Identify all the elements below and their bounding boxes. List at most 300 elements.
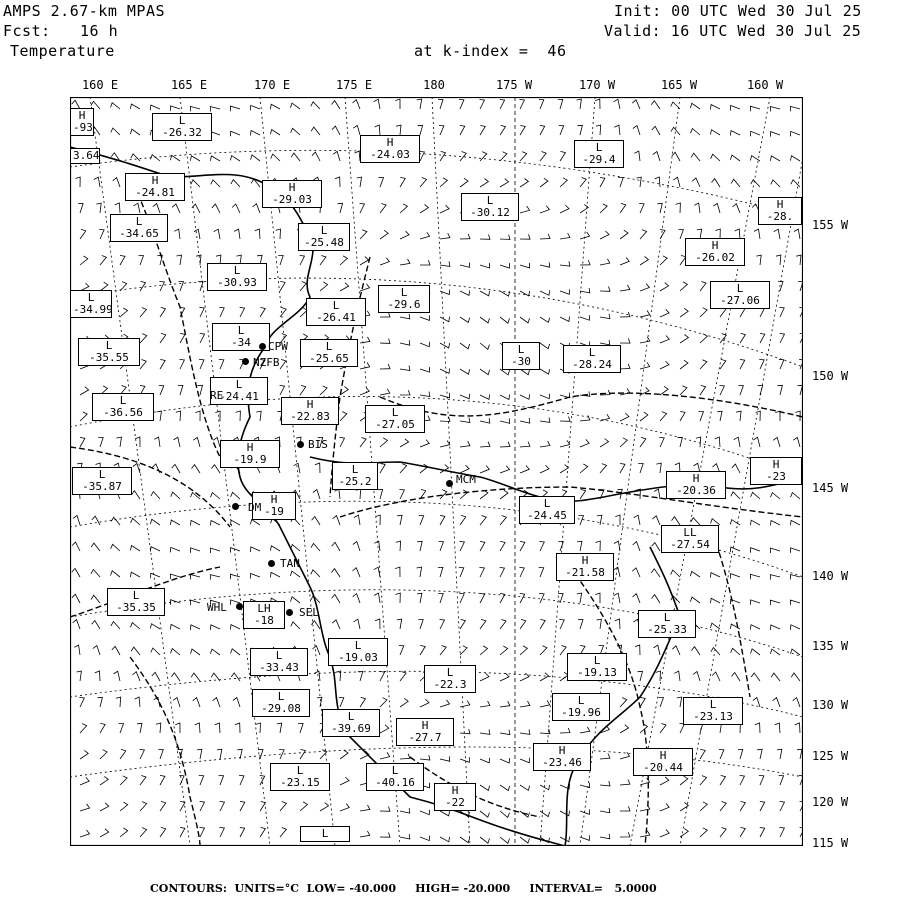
center-type: L [321, 827, 329, 840]
center-type: H [288, 181, 296, 194]
wind-barb [732, 464, 740, 473]
center-box [502, 342, 540, 370]
center-type: L [98, 468, 106, 481]
center-value: -34.65 [119, 227, 159, 240]
wind-barb [160, 333, 166, 343]
wind-barb [653, 152, 660, 162]
wind-barb [620, 413, 629, 421]
wind-barb [480, 466, 489, 474]
wind-barb [315, 463, 320, 473]
center-value: -30.12 [470, 206, 510, 219]
wind-barb [618, 178, 623, 188]
wind-barb [80, 437, 85, 447]
init-time: Init: 00 UTC Wed 30 Jul 25 [614, 2, 862, 20]
wind-barb [291, 153, 300, 161]
wind-barb [380, 698, 387, 707]
center-type: L [588, 346, 596, 359]
wind-barb [620, 338, 630, 343]
wind-barb [291, 622, 300, 629]
wind-barb [500, 152, 507, 161]
station-label: BIS [308, 438, 328, 451]
wind-barb [480, 263, 490, 268]
center-box [152, 113, 212, 141]
wind-barb [600, 834, 610, 839]
wind-barb [519, 99, 524, 109]
wind-barb [680, 411, 685, 421]
wind-barb [151, 492, 160, 500]
lon-label: 165 E [170, 78, 208, 92]
wind-barb [375, 125, 380, 135]
wind-barb [440, 262, 450, 267]
wind-barb [131, 647, 140, 655]
wind-barb [480, 730, 490, 735]
wind-barb [417, 99, 422, 109]
wind-barb [540, 673, 549, 681]
wind-barb [540, 262, 550, 267]
wind-barb [231, 649, 241, 655]
wind-barb [777, 385, 782, 395]
wind-barb [730, 624, 740, 629]
wind-barb [780, 801, 785, 811]
wind-barb [520, 179, 528, 188]
wind-barb [440, 368, 450, 373]
wind-barb [460, 619, 465, 629]
wind-barb [699, 412, 704, 422]
wind-barb [660, 283, 669, 291]
wind-barb [790, 520, 800, 525]
wind-barb [72, 542, 80, 551]
wind-barb [740, 333, 745, 343]
wind-barb [460, 394, 470, 399]
center-type: H [692, 472, 700, 485]
wind-barb [240, 307, 245, 317]
center-type: H [270, 493, 278, 506]
wind-barb [560, 233, 570, 239]
center-box [72, 467, 132, 495]
wind-barb [519, 567, 524, 577]
center-box [70, 148, 100, 164]
wind-barb [750, 106, 760, 111]
lon-label: 180 [423, 78, 445, 92]
wind-barb [116, 697, 121, 707]
wind-barb [480, 394, 490, 399]
wind-barb [91, 570, 100, 578]
wind-barb [140, 749, 145, 759]
center-value: -22 [445, 796, 465, 809]
center-box [710, 281, 770, 309]
wind-barb [210, 156, 220, 161]
center-value: -24.45 [527, 509, 567, 522]
wind-barb [440, 290, 450, 295]
wind-barb [440, 837, 450, 842]
wind-barb [94, 177, 100, 187]
center-value: -28.24 [572, 358, 612, 371]
wind-barb [211, 465, 220, 473]
wind-barb [313, 490, 320, 500]
wind-barb [577, 541, 582, 551]
center-value: -36.56 [103, 406, 143, 419]
center-value: -29.6 [387, 298, 421, 311]
center-box [328, 638, 388, 666]
wind-barb [438, 567, 443, 577]
wind-barb [420, 342, 430, 347]
center-type: L [391, 764, 399, 777]
wind-barb [234, 229, 240, 239]
wind-barb [696, 437, 701, 447]
wind-barb [779, 827, 784, 837]
wind-barb [395, 99, 400, 109]
wind-barb [440, 646, 446, 656]
wind-barb [660, 336, 669, 344]
center-box [638, 610, 696, 638]
wind-barb [694, 203, 700, 213]
wind-barb [660, 309, 669, 317]
wind-barb [460, 125, 465, 135]
center-type: L [351, 463, 359, 476]
wind-barb [250, 520, 260, 526]
wind-barb [791, 649, 801, 655]
center-value: -34.99 [73, 303, 113, 316]
wind-barb [540, 125, 545, 135]
wind-barb [540, 343, 550, 349]
center-value: -23 [766, 470, 786, 483]
wind-barb [440, 700, 450, 707]
wind-barb [674, 671, 680, 681]
wind-barb [460, 646, 467, 655]
wind-barb [691, 153, 700, 161]
wind-barb [500, 490, 508, 499]
wind-barb [400, 439, 409, 447]
wind-barb [671, 570, 680, 577]
wind-barb [540, 206, 549, 213]
wind-barb [380, 725, 389, 733]
wind-barb [160, 827, 166, 837]
wind-barb [731, 492, 740, 499]
wind-barb [171, 547, 181, 552]
wind-barb [420, 810, 430, 815]
wind-barb [700, 282, 706, 292]
lat-label: 140 W [812, 569, 849, 583]
wind-barb [219, 776, 224, 786]
wind-barb [440, 233, 450, 239]
center-box [207, 263, 267, 291]
wind-barb [520, 206, 530, 213]
wind-barb [459, 541, 464, 551]
wind-barb [73, 620, 80, 629]
wind-barb [774, 229, 780, 239]
wind-barb [80, 750, 88, 759]
wind-barb [520, 442, 530, 447]
center-box [281, 397, 339, 425]
wind-barb [500, 701, 510, 707]
wind-barb [640, 284, 649, 291]
wind-barb [332, 126, 340, 135]
wind-barb [640, 362, 650, 369]
wind-barb [298, 724, 303, 734]
wind-barb [560, 417, 570, 422]
wind-barb [320, 803, 329, 811]
wind-barb [672, 152, 680, 161]
wind-barb [120, 828, 128, 837]
wind-barb [500, 837, 510, 843]
wind-barb [580, 315, 590, 320]
wind-barb [676, 203, 681, 213]
wind-barb [480, 291, 490, 296]
wind-barb [177, 255, 182, 265]
wind-barb [771, 548, 781, 553]
wind-barb [380, 833, 390, 838]
center-box [552, 693, 610, 721]
wind-barb [620, 438, 627, 447]
wind-barb [131, 518, 140, 525]
wind-barb [615, 515, 620, 525]
wind-barb [356, 489, 361, 499]
wind-barb [759, 359, 764, 369]
wind-barb [80, 830, 90, 837]
wind-barb [779, 307, 784, 317]
wind-barb [79, 697, 84, 707]
wind-barb [171, 649, 181, 655]
wind-barb [280, 281, 285, 291]
station-dot [297, 441, 304, 448]
wind-barb [374, 99, 380, 109]
wind-barb [539, 541, 544, 551]
wind-barb [440, 515, 445, 525]
wind-barb [731, 574, 741, 579]
wind-barb [480, 758, 490, 763]
center-type: L [486, 194, 494, 207]
wind-barb [73, 516, 80, 526]
wind-barb [540, 811, 550, 817]
center-box [378, 285, 430, 313]
wind-barb [540, 152, 546, 162]
wind-barb [520, 418, 530, 423]
wind-barb [797, 749, 802, 759]
wind-barb [500, 620, 506, 630]
center-type: L [332, 299, 340, 312]
wind-barb [480, 593, 485, 603]
wind-barb [130, 129, 140, 135]
center-box [322, 709, 380, 737]
wind-barb [680, 335, 688, 344]
wind-barb [290, 571, 300, 577]
wind-barb [480, 837, 490, 843]
center-box [270, 763, 330, 791]
center-value: -19.13 [577, 666, 617, 679]
center-box [683, 697, 743, 725]
wind-barb [93, 646, 100, 656]
wind-barb [251, 155, 261, 161]
wind-barb [540, 619, 545, 629]
wind-barb [655, 177, 660, 187]
wind-barb [710, 573, 720, 578]
center-type: L [87, 291, 95, 304]
wind-barb [652, 516, 660, 525]
center-box [661, 525, 719, 553]
wind-barb [710, 623, 720, 629]
wind-barb [77, 671, 82, 681]
center-value: -22.3 [433, 678, 467, 691]
wind-barb [320, 282, 328, 291]
wind-barb [719, 749, 724, 759]
wind-barb [775, 723, 780, 733]
wind-barb [156, 723, 161, 733]
wind-barb [540, 178, 548, 187]
wind-barb [773, 698, 780, 707]
center-type: L [320, 224, 328, 237]
wind-barb [231, 548, 241, 553]
wind-barb [75, 177, 80, 187]
center-type: H [151, 174, 159, 187]
wind-barb [117, 437, 122, 447]
wind-barb [560, 289, 570, 294]
wind-barb [660, 724, 666, 734]
wind-barb [459, 99, 464, 109]
wind-barb [757, 749, 762, 759]
wind-barb [270, 546, 280, 551]
wind-barb [460, 343, 470, 349]
wind-barb [751, 131, 761, 136]
wind-barb [400, 340, 410, 345]
wind-barb [277, 723, 282, 733]
wind-barb [680, 282, 687, 291]
wind-barb [140, 360, 146, 370]
wind-barb [440, 317, 450, 322]
wind-barb [597, 619, 602, 629]
wind-barb [790, 575, 800, 580]
wind-barb [719, 385, 724, 395]
center-type: H [451, 784, 459, 797]
wind-barb [734, 437, 740, 447]
wind-barb [420, 315, 430, 320]
wind-barb [151, 648, 160, 655]
wind-barb [710, 598, 720, 603]
wind-barb [440, 393, 450, 398]
wind-barb [120, 308, 128, 317]
wind-barb [791, 131, 801, 136]
center-type: LH [257, 602, 271, 615]
wind-barb [651, 569, 660, 577]
wind-barb [190, 156, 200, 161]
wind-barb [520, 394, 530, 399]
wind-barb [600, 781, 610, 786]
lon-label: 170 E [253, 78, 291, 92]
wind-barb [520, 730, 530, 735]
wind-barb [712, 179, 721, 187]
wind-barb [620, 258, 629, 266]
wind-barb [130, 546, 140, 552]
wind-barb [680, 386, 687, 395]
wind-barb [480, 541, 485, 551]
wind-barb [239, 775, 244, 785]
wind-barb [460, 262, 470, 267]
wind-barb [770, 600, 780, 605]
wind-barb [480, 619, 486, 629]
wind-barb [733, 204, 741, 213]
wind-barb [171, 673, 180, 681]
wind-barb [380, 230, 388, 239]
wind-barb [500, 125, 506, 135]
wind-barb [638, 671, 643, 681]
wind-barb [251, 574, 261, 579]
wind-barb [500, 516, 506, 526]
wind-barb [500, 673, 509, 681]
wind-barb [710, 130, 720, 135]
wind-barb [374, 567, 380, 577]
wind-barb [770, 649, 780, 655]
wind-barb [770, 107, 780, 112]
center-type: L [105, 339, 113, 352]
wind-barb [80, 777, 89, 785]
wind-barb [720, 802, 726, 812]
wind-barb [176, 411, 181, 421]
wind-barb [700, 828, 707, 837]
wind-barb [152, 672, 160, 681]
wind-barb [219, 307, 224, 317]
wind-barb [92, 516, 100, 525]
wind-barb [700, 776, 707, 785]
wind-barb [672, 646, 680, 655]
wind-barb [791, 548, 801, 553]
wind-barb [420, 205, 428, 214]
wind-barb [320, 386, 327, 395]
wind-barb [633, 542, 640, 551]
wind-barb [400, 808, 410, 813]
wind-barb [120, 776, 127, 785]
wind-barb [170, 624, 180, 629]
center-value: -30.93 [217, 276, 257, 289]
wind-barb [340, 283, 349, 291]
wind-barb [479, 567, 484, 577]
wind-barb [134, 203, 140, 213]
model-title: AMPS 2.67-km MPAS [3, 2, 166, 20]
wind-barb [740, 775, 745, 785]
wind-barb [720, 828, 726, 838]
wind-barb [210, 625, 220, 630]
wind-barb [500, 785, 510, 791]
wind-barb [559, 126, 564, 136]
wind-barb [417, 593, 422, 603]
wind-barb [80, 387, 89, 395]
wind-barb [770, 521, 780, 526]
center-box [424, 665, 476, 693]
wind-barb [597, 515, 602, 525]
wind-barb [395, 567, 400, 577]
wind-barb [231, 180, 240, 187]
wind-barb [251, 105, 261, 110]
wind-barb [190, 600, 200, 605]
wind-barb [311, 570, 320, 577]
wind-barb [578, 620, 583, 630]
wind-barb [380, 438, 388, 447]
center-box [220, 440, 280, 468]
center-type: L [391, 406, 399, 419]
wind-barb [614, 541, 620, 551]
wind-barb [652, 126, 660, 135]
wind-barb [758, 385, 763, 395]
wind-barb [500, 730, 510, 735]
center-box [556, 553, 614, 581]
wind-barb [600, 287, 610, 292]
wind-barb [560, 837, 570, 842]
wind-barb [140, 334, 147, 343]
wind-barb [312, 517, 320, 526]
center-box [110, 214, 168, 242]
wind-barb [150, 547, 160, 552]
wind-barb [360, 438, 366, 448]
station-label: WHL [207, 601, 227, 614]
wind-barb [480, 490, 488, 499]
